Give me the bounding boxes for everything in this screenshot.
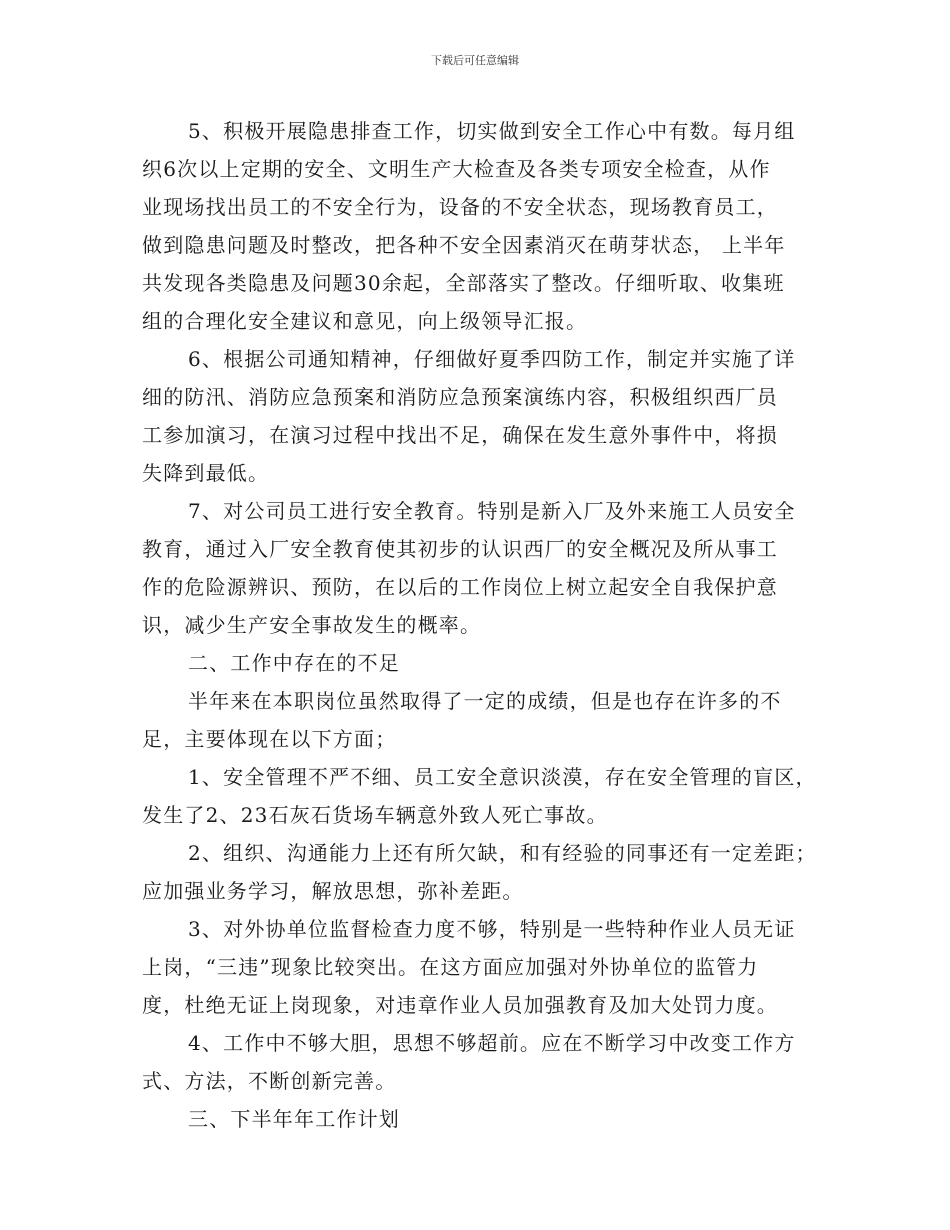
text-line: 工参加演习，在演习过程中找出不足，确保在发生意外事件中，将损 — [142, 423, 778, 447]
text-line: 作的危险源辨识、预防，在以后的工作岗位上树立起安全自我保护意 — [142, 575, 778, 599]
text-line: 应加强业务学习，解放思想，弥补差距。 — [142, 879, 524, 903]
text-line: 度，杜绝无证上岗现象，对违章作业人员加强教育及加大处罚力度。 — [142, 993, 778, 1017]
text-line: 3、对外协单位监督检查力度不够，特别是一些特种作业人员无证 — [188, 917, 796, 941]
text-line: 做到隐患问题及时整改，把各种不安全因素消灭在萌芽状态， 上半年 — [142, 233, 786, 257]
text-line: 半年来在本职岗位虽然取得了一定的成绩，但是也存在许多的不 — [188, 689, 782, 713]
text-line: 识，减少生产安全事故发生的概率。 — [142, 613, 482, 637]
text-line: 2、组织、沟通能力上还有所欠缺，和有经验的同事还有一定差距； — [188, 841, 817, 865]
text-line: 发生了2、23石灰石货场车辆意外致人死亡事故。 — [142, 803, 608, 827]
text-line: 失降到最低。 — [142, 461, 270, 485]
text-line: 织6次以上定期的安全、文明生产大检查及各类专项安全检查，从作 — [142, 157, 771, 181]
text-line: 细的防汛、消防应急预案和消防应急预案演练内容，积极组织西厂员 — [142, 385, 778, 409]
text-line: 业现场找出员工的不安全行为，设备的不安全状态，现场教育员工， — [142, 195, 778, 219]
text-line: 7、对公司员工进行安全教育。特别是新入厂及外来施工人员安全 — [188, 499, 796, 523]
document-body — [142, 112, 822, 1138]
text-line: 1、安全管理不严不细、员工安全意识淡漠，存在安全管理的盲区， — [188, 765, 817, 789]
text-line: 上岗，“三违”现象比较突出。在这方面应加强对外协单位的监管力 — [142, 955, 759, 979]
text-line: 6、根据公司通知精神，仔细做好夏季四防工作，制定并实施了详 — [188, 347, 796, 371]
text-line: 二、工作中存在的不足 — [188, 651, 400, 675]
page-header: 下载后可任意编辑 — [431, 54, 519, 67]
text-line: 5、积极开展隐患排查工作，切实做到安全工作心中有数。每月组 — [188, 119, 796, 143]
text-line: 4、工作中不够大胆，思想不够超前。应在不断学习中改变工作方 — [188, 1031, 796, 1055]
text-line: 组的合理化安全建议和意见，向上级领导汇报。 — [142, 309, 588, 333]
text-line: 式、方法，不断创新完善。 — [142, 1069, 397, 1093]
text-line: 三、下半年年工作计划 — [188, 1107, 400, 1131]
text-line: 足，主要体现在以下方面； — [142, 727, 397, 751]
text-line: 共发现各类隐患及问题30余起，全部落实了整改。仔细听取、收集班 — [142, 271, 785, 295]
text-line: 教育，通过入厂安全教育使其初步的认识西厂的安全概况及所从事工 — [142, 537, 778, 561]
